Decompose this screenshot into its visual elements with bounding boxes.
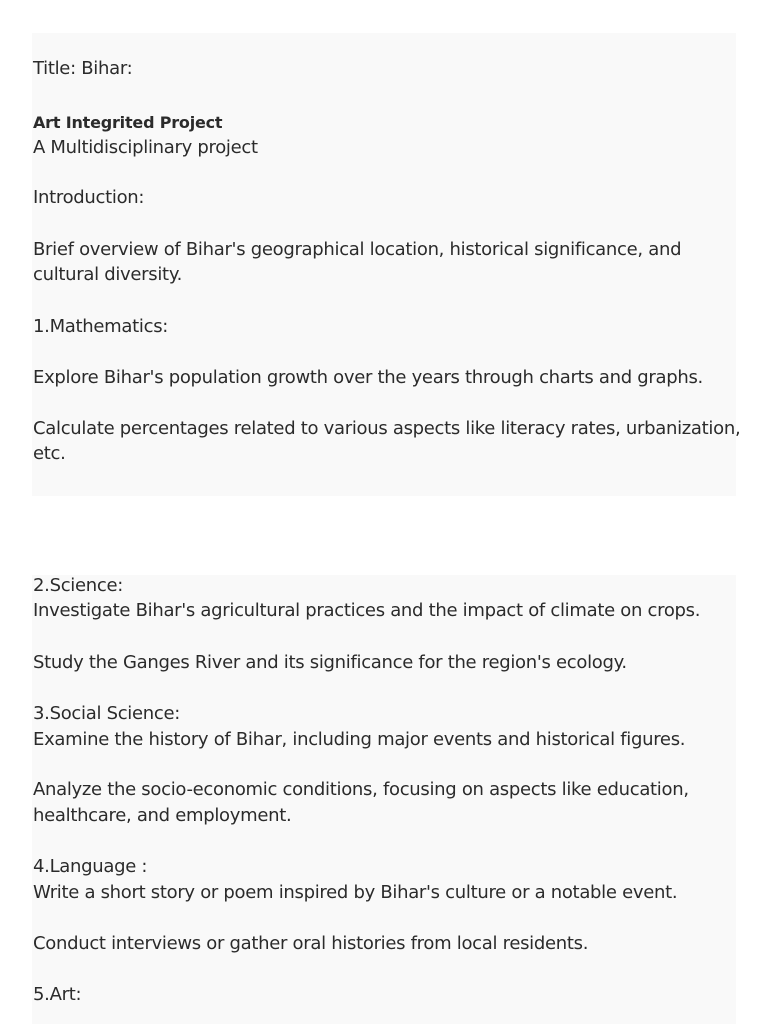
- language-item-1: Write a short story or poem inspired by Bihar's culture or a notable event.: [33, 882, 678, 903]
- mathematics-item-2-line-1: Calculate percentages related to various aspects like literacy rates, urbanization,: [33, 418, 741, 439]
- language-item-2: Conduct interviews or gather oral histories from local residents.: [33, 933, 589, 954]
- social-science-heading: 3.Social Science:: [33, 703, 181, 724]
- language-heading: 4.Language :: [33, 856, 148, 877]
- intro-text-line-1: Brief overview of Bihar's geographical location, historical significance, and: [33, 239, 682, 260]
- art-heading: 5.Art:: [33, 984, 82, 1005]
- social-science-item-1: Examine the history of Bihar, including major events and historical figures.: [33, 729, 686, 750]
- science-item-1: Investigate Bihar's agricultural practices and the impact of climate on crops.: [33, 600, 701, 621]
- science-item-2: Study the Ganges River and its significance for the region's ecology.: [33, 652, 627, 673]
- project-subtitle: A Multidisciplinary project: [33, 137, 258, 158]
- science-heading: 2.Science:: [33, 575, 124, 596]
- document-page-2: [32, 575, 736, 1024]
- mathematics-item-1: Explore Bihar's population growth over the years through charts and graphs.: [33, 367, 703, 388]
- intro-text-line-2: cultural diversity.: [33, 264, 183, 285]
- social-science-item-2-line-1: Analyze the socio-economic conditions, focusing on aspects like education,: [33, 779, 689, 800]
- document-page-1: [32, 33, 741, 496]
- project-label: Art Integrited Project: [33, 113, 223, 132]
- intro-heading: Introduction:: [33, 187, 145, 208]
- mathematics-item-2-line-2: etc.: [33, 443, 66, 464]
- document-title: Title: Bihar:: [33, 58, 133, 79]
- mathematics-heading: 1.Mathematics:: [33, 316, 169, 337]
- social-science-item-2-line-2: healthcare, and employment.: [33, 805, 292, 826]
